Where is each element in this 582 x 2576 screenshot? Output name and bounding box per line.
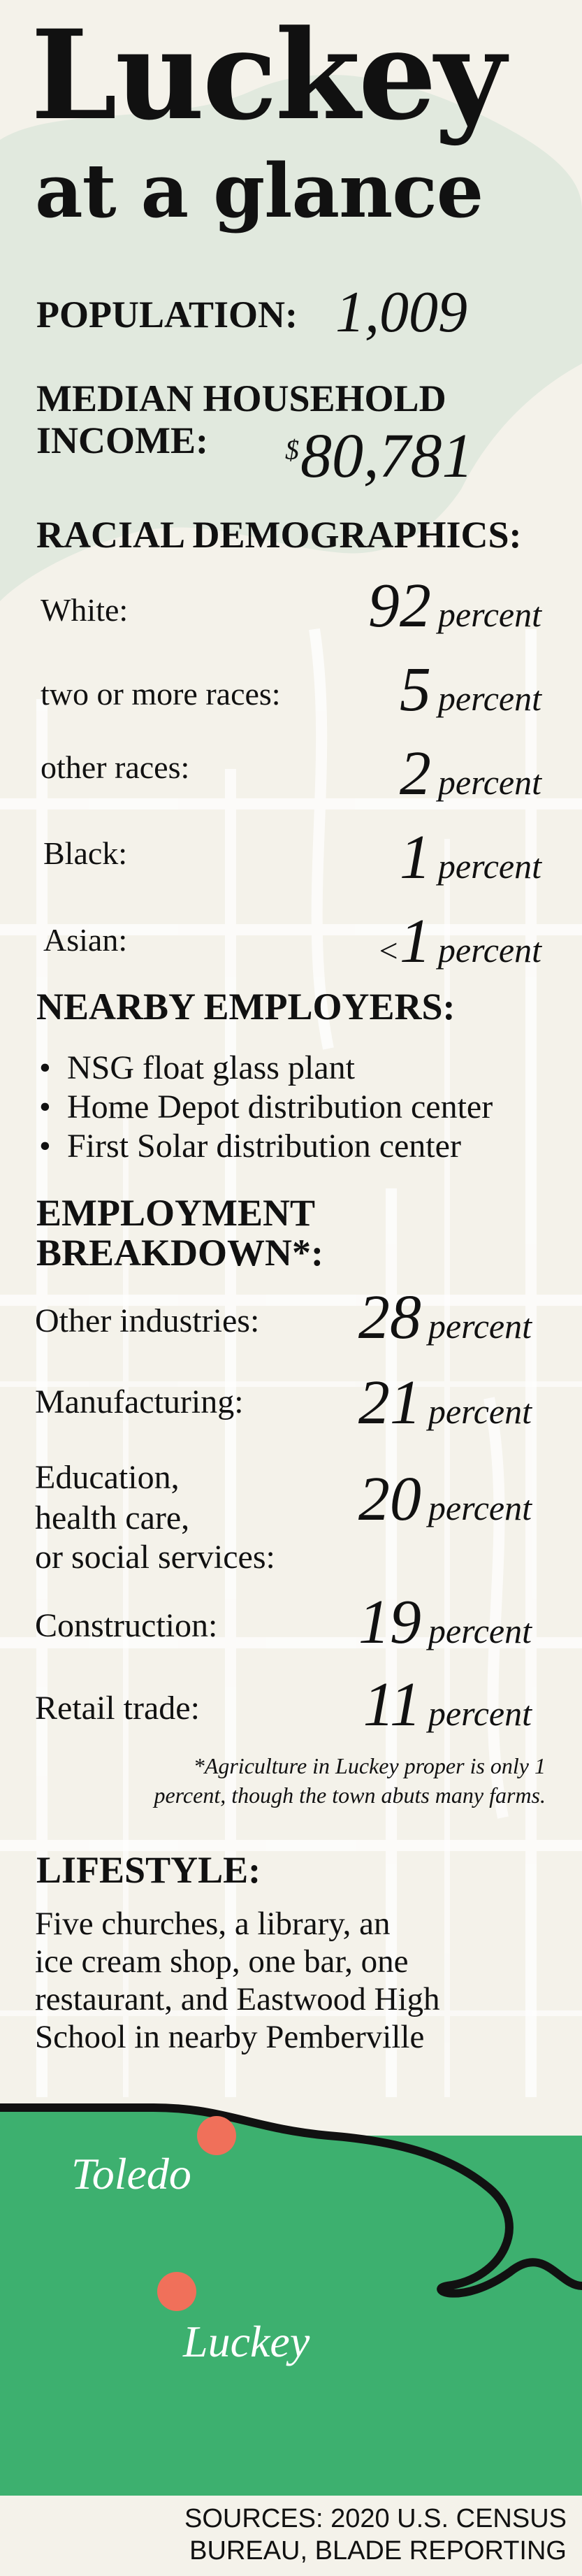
race-label-black: Black: [43, 835, 128, 871]
race-value-asian: < 1 percent [377, 907, 541, 976]
lifestyle-heading: LIFESTYLE: [36, 1849, 261, 1891]
income-label-line2: INCOME: [36, 419, 208, 461]
employers-heading: NEARBY EMPLOYERS: [36, 986, 456, 1028]
income-value: 80,781 [300, 422, 474, 491]
employment-label-manufacturing: Manufacturing: [35, 1383, 244, 1420]
employment-value-retail: 11 percent [363, 1670, 532, 1739]
employers-list [39, 1049, 493, 1166]
sources-credit: SOURCES: 2020 U.S. CENSUS BUREAU, BLADE REPORTING [184, 2504, 567, 2566]
employment-footnote: *Agriculture in Luckey proper is only 1 percent, though the town abuts many farms. [154, 1753, 546, 1808]
income-currency: $ [285, 434, 299, 466]
page-title: Luckey [31, 3, 504, 147]
list-item: • First Solar distribution center [39, 1127, 493, 1166]
luckey-label: Luckey [183, 2317, 310, 2366]
employment-label-education-line1: Education, [35, 1459, 180, 1496]
employment-heading-line2: BREAKDOWN*: [36, 1232, 324, 1274]
employment-heading-line1: EMPLOYMENT [36, 1192, 315, 1234]
list-item: • NSG float glass plant [39, 1049, 493, 1088]
race-value-black: 1 percent [399, 823, 541, 892]
luckey-marker [157, 2272, 196, 2311]
population-label: POPULATION: [36, 294, 298, 336]
employment-value-manufacturing: 21 percent [358, 1368, 532, 1437]
employment-label-retail: Retail trade: [35, 1690, 200, 1727]
race-label-white: White: [41, 592, 129, 628]
race-label-two-or-more: two or more races: [41, 676, 281, 712]
toledo-marker [197, 2116, 236, 2155]
population-value: 1,009 [335, 280, 467, 345]
race-value-other: 2 percent [399, 739, 541, 808]
income-label-line1: MEDIAN HOUSEHOLD [36, 377, 446, 419]
race-label-other: other races: [41, 749, 190, 785]
employment-label-education-line3: or social services: [35, 1539, 275, 1576]
employment-value-education: 20 percent [358, 1465, 532, 1534]
race-value-two-or-more: 5 percent [399, 655, 541, 724]
employment-value-construction: 19 percent [358, 1588, 532, 1657]
toledo-label: Toledo [71, 2149, 191, 2199]
page-subtitle: at a glance [35, 147, 483, 234]
employment-label-other: Other industries: [35, 1302, 260, 1339]
race-value-white: 92 percent [368, 571, 541, 640]
list-item: • Home Depot distribution center [39, 1088, 493, 1127]
race-label-asian: Asian: [43, 922, 128, 958]
employment-label-construction: Construction: [35, 1607, 218, 1644]
employment-value-other: 28 percent [358, 1283, 532, 1352]
racial-heading: RACIAL DEMOGRAPHICS: [36, 514, 522, 556]
lifestyle-text: Five churches, a library, an ice cream shop, one bar, one restaurant, and Eastwood High School in nearby Pemberville [35, 1906, 440, 2055]
employment-label-education-line2: health care, [35, 1499, 190, 1537]
